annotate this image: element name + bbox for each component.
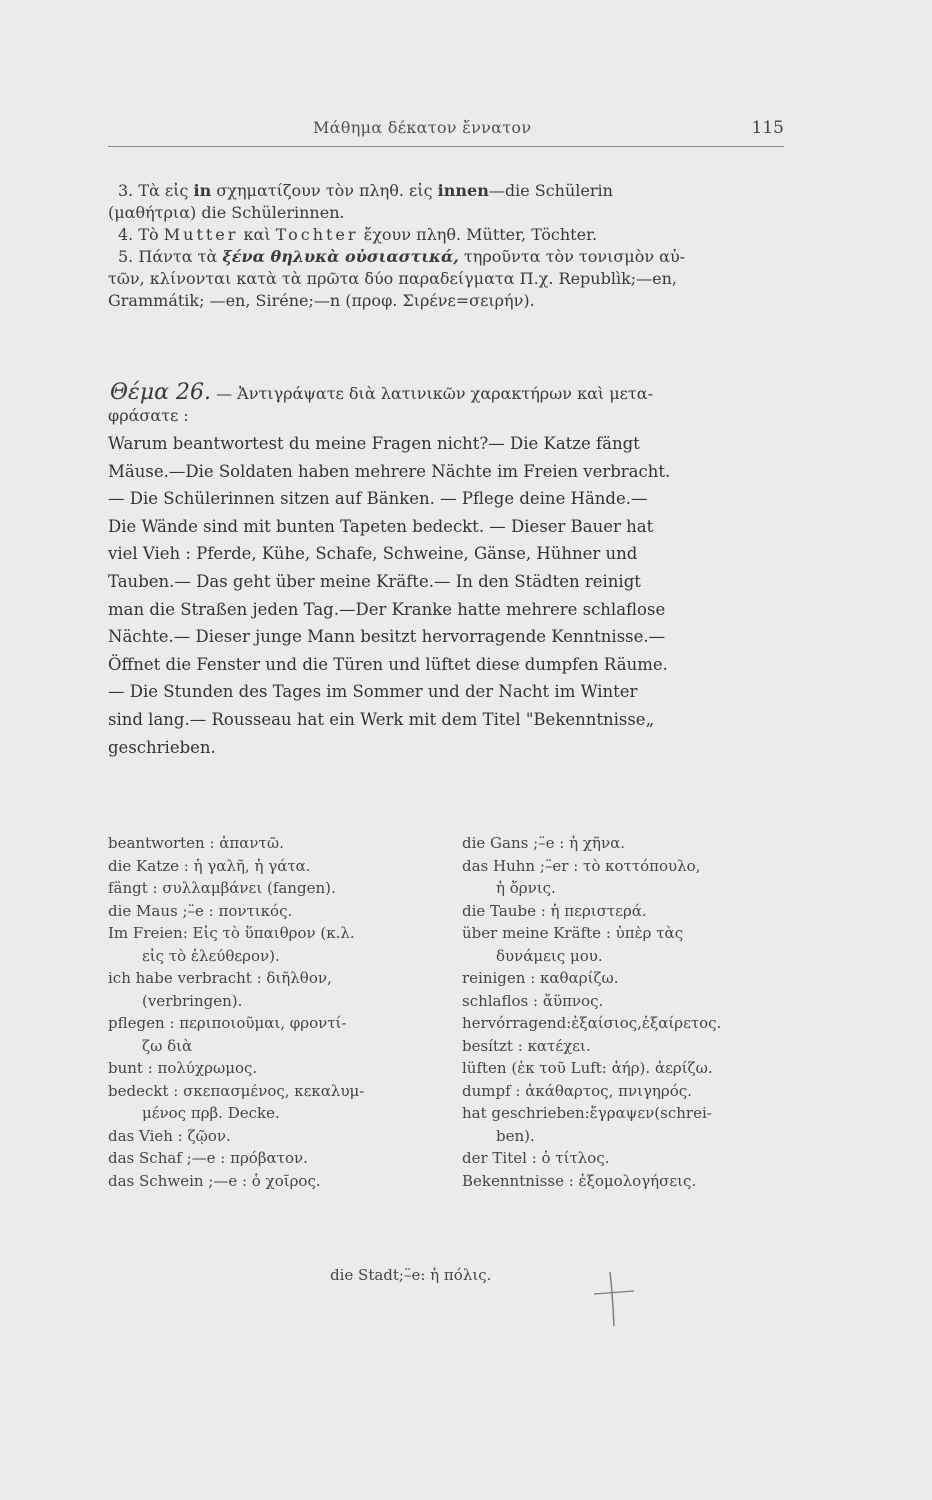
rule-3: 3. Τὰ εἰς in σχηματίζουν τὸν πληθ. εἰς innen—die Schülerin	[118, 181, 613, 200]
german-line: Öffnet die Fenster und die Türen und lüftet diese dumpfen Räume.	[108, 654, 668, 674]
vocab-entry: bedeckt : σκεπασμένος, κεκαλυμ-	[108, 1081, 365, 1100]
german-line: — Die Stunden des Tages im Sommer und der Nacht im Winter	[108, 682, 638, 702]
german-line: — Die Schülerinnen sitzen auf Bänken. — Pflege deine Hände.—	[108, 489, 648, 509]
vocabulary-right-column	[462, 832, 792, 1192]
vocab-entry: das Huhn ;–̈er : τὸ κοττόπουλο,	[462, 856, 701, 875]
vocab-entry: hervórragend:ἐξαίσιος,ἐξαίρετος.	[462, 1014, 722, 1032]
exercise-instruction: — Ἀντιγράψατε διὰ λατινικῶν χαρακτήρων καὶ μετα-	[216, 384, 653, 403]
vocab-entry: hat geschrieben:ἔγραψεν(schrei-	[462, 1104, 712, 1122]
vocab-entry: ζω διὰ	[142, 1036, 193, 1055]
vocab-entry: μένος πρβ. Decke.	[142, 1104, 280, 1122]
vocab-entry: fängt : συλλαμβάνει (fangen).	[108, 879, 336, 897]
vocab-entry: reinigen : καθαρίζω.	[462, 969, 619, 987]
grammar-rules	[108, 180, 784, 312]
german-line: geschrieben.	[108, 737, 216, 757]
german-line: man die Straßen jeden Tag.—Der Kranke hatte mehrere schlaflose	[108, 599, 666, 619]
vocab-entry: die Katze : ἡ γαλῆ, ἡ γάτα.	[108, 856, 311, 875]
rule-5: 5. Πάντα τὰ ξένα θηλυκὰ οὐσιαστικά, τηροῦντα τὸν τονισμὸν αὐ-	[118, 247, 686, 266]
vocab-entry: die Gans ;–̈e : ἡ χῆνα.	[462, 834, 625, 852]
pencil-mark	[588, 1268, 638, 1328]
german-line: Warum beantwortest du meine Fragen nicht?— Die Katze fängt	[108, 434, 640, 453]
vocab-entry: ich habe verbracht : διῆλθον,	[108, 969, 332, 987]
rule-4: 4. Τὸ Mutter καὶ Tochter ἔχουν πληθ. Mütter, Töchter.	[118, 225, 598, 244]
vocab-entry: die Maus ;–̈e : ποντικός.	[108, 901, 293, 920]
running-title: Μάθημα δέκατον ἔννατον	[313, 118, 532, 137]
vocab-entry: über meine Kräfte : ὑπὲρ τὰς	[462, 924, 684, 942]
exercise-label: Θέμα 26.	[110, 380, 211, 405]
german-line: Nächte.— Dieser junge Mann besitzt hervorragende Kenntnisse.—	[108, 627, 666, 647]
page-number: 115	[751, 118, 784, 138]
vocab-entry: Bekenntnisse : ἐξομολογήσεις.	[462, 1171, 697, 1190]
vocabulary-left-column	[108, 832, 453, 1192]
rule-5-cont2: Grammátik; —en, Siréne;—n (προφ. Σιρένε=σειρήν).	[108, 291, 535, 310]
vocab-entry: besítzt : κατέχει.	[462, 1036, 591, 1055]
german-line: Die Wände sind mit bunten Tapeten bedeckt. — Dieser Bauer hat	[108, 516, 654, 536]
german-line: viel Vieh : Pferde, Kühe, Schafe, Schweine, Gänse, Hühner und	[108, 544, 638, 564]
german-line: sind lang.— Rousseau hat ein Werk mit dem Titel "Bekenntnisse„	[108, 709, 655, 729]
vocab-entry: das Vieh : ζῷον.	[108, 1126, 231, 1145]
vocab-entry: das Schwein ;—e : ὁ χοῖρος.	[108, 1171, 321, 1190]
vocab-entry: schlaflos : ἄϋπνος.	[462, 991, 604, 1010]
rule-5-cont: τῶν, κλίνονται κατὰ τὰ πρῶτα δύο παραδείγματα Π.χ. Republìk;—en,	[108, 269, 678, 288]
vocab-entry: ἡ ὄρνις.	[496, 879, 556, 897]
german-exercise-text	[108, 430, 784, 761]
vocab-entry: der Titel : ὁ τίτλος.	[462, 1149, 610, 1167]
vocab-entry: die Taube : ἡ περιστερά.	[462, 901, 647, 920]
vocab-entry: bunt : πολύχρωμος.	[108, 1059, 258, 1077]
german-line: Mäuse.—Die Soldaten haben mehrere Nächte im Freien verbracht.	[108, 461, 671, 481]
german-line: Tauben.— Das geht über meine Kräfte.— In den Städten reinigt	[108, 571, 641, 591]
page-header	[108, 116, 784, 147]
vocab-entry: (verbringen).	[142, 991, 243, 1010]
vocab-entry: pflegen : περιποιοῦμαι, φροντί-	[108, 1014, 347, 1032]
exercise-instruction-cont: φράσατε :	[108, 406, 189, 425]
vocab-entry: das Schaf ;—e : πρόβατον.	[108, 1149, 308, 1167]
rule-3-cont: (μαθήτρια) die Schülerinnen.	[108, 203, 345, 222]
vocab-entry: ben).	[496, 1126, 535, 1145]
vocab-entry: beantworten : ἀπαντῶ.	[108, 834, 284, 852]
vocab-entry: dumpf : ἀκάθαρτος, πνιγηρός.	[462, 1081, 692, 1100]
exercise-heading	[108, 382, 784, 427]
vocab-last-entry: die Stadt;–̈e: ἡ πόλις.	[330, 1266, 492, 1284]
vocab-entry: εἰς τὸ ἐλεύθερον).	[142, 946, 280, 965]
vocab-entry: Im Freien: Εἰς τὸ ὕπαιθρον (κ.λ.	[108, 924, 355, 942]
vocab-entry: lüften (ἐκ τοῦ Luft: ἀήρ). ἀερίζω.	[462, 1059, 713, 1077]
vocab-entry: δυνάμεις μου.	[496, 946, 603, 965]
